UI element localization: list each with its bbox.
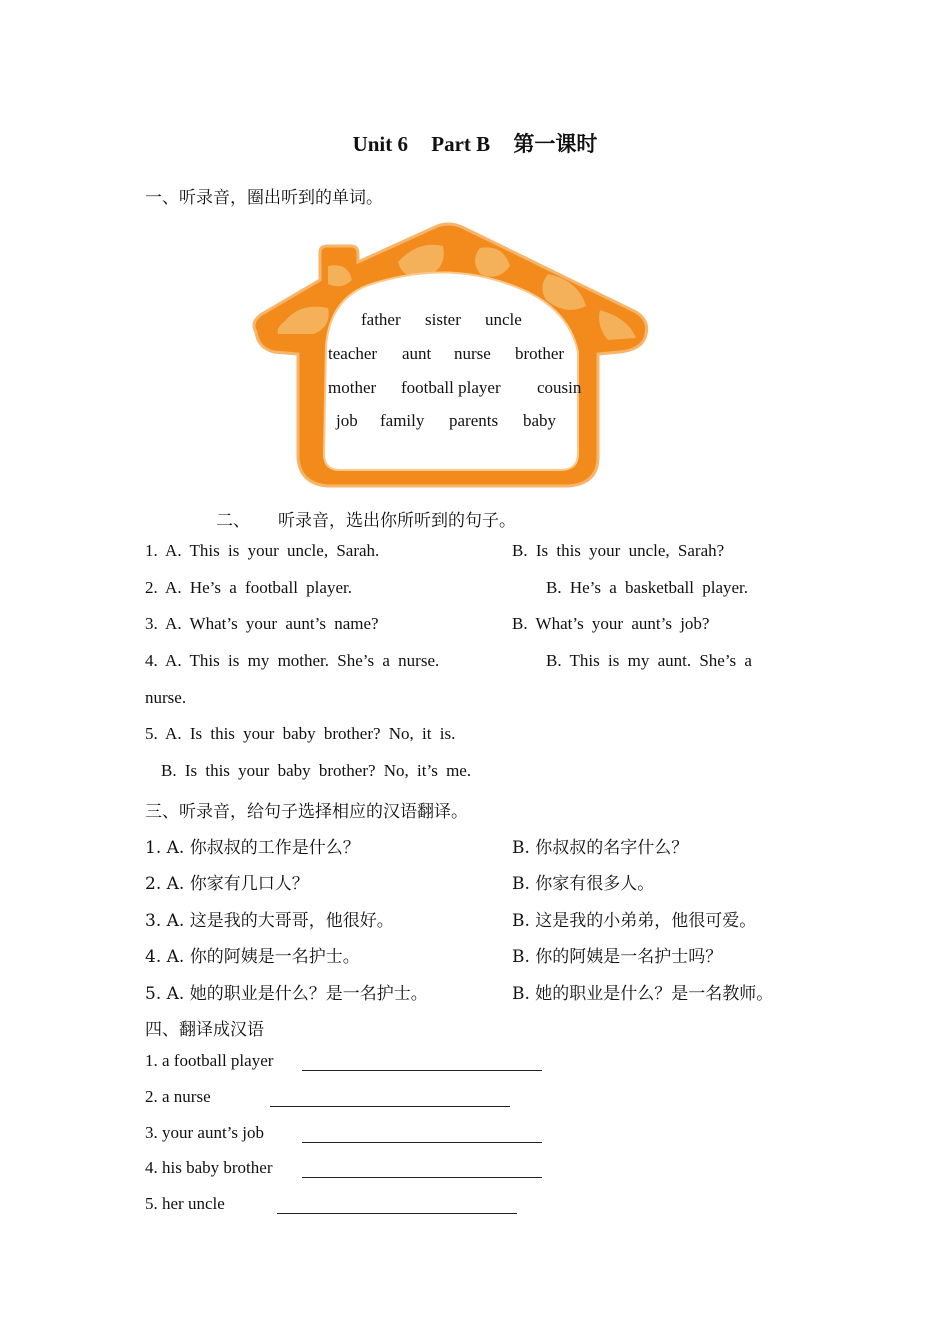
s3-item3-b: B. 这是我的小弟弟，他很可爱。 xyxy=(512,911,757,931)
word-parents: parents xyxy=(449,411,499,430)
s3-item3-a: 3. A. 这是我的大哥哥，他很好。 xyxy=(145,911,394,931)
q5-option-b: B. Is this your baby brother? No, it’s me. xyxy=(161,761,472,780)
s3-item1-b: B. 你叔叔的名字什么？ xyxy=(512,838,689,858)
word-teacher: teacher xyxy=(328,344,378,363)
answer-blank-4[interactable] xyxy=(302,1163,542,1178)
answer-blank-3[interactable] xyxy=(302,1128,542,1143)
section3-heading: 三、听录音，给句子选择相应的汉语翻译。 xyxy=(145,802,468,822)
house-illustration xyxy=(248,222,658,492)
answer-blank-2[interactable] xyxy=(270,1092,510,1107)
word-sister: sister xyxy=(425,310,461,329)
word-mother: mother xyxy=(328,378,377,397)
s3-item4-b: B. 你的阿姨是一名护士吗？ xyxy=(512,947,723,967)
s4-item2: 2. a nurse xyxy=(145,1087,211,1106)
section2-heading-num: 二、 xyxy=(216,511,250,531)
word-house xyxy=(248,222,658,492)
s4-item1: 1. a football player xyxy=(145,1051,274,1070)
word-brother: brother xyxy=(515,344,565,363)
s3-item2-a: 2. A. 你家有几口人？ xyxy=(145,874,309,894)
page-title xyxy=(0,128,950,158)
part-label: Part B xyxy=(431,132,491,156)
q4-option-b: B. This is my aunt. She’s a xyxy=(546,651,752,670)
s3-item1-a: 1. A. 你叔叔的工作是什么？ xyxy=(145,838,360,858)
word-nurse: nurse xyxy=(454,344,491,363)
house-inner xyxy=(324,272,578,470)
q3-option-a: 3. A. What’s your aunt’s name? xyxy=(145,614,379,633)
word-family: family xyxy=(380,411,425,430)
answer-blank-1[interactable] xyxy=(302,1056,542,1071)
q3-option-b: B. What’s your aunt’s job? xyxy=(512,614,710,633)
unit-label: Unit 6 xyxy=(352,132,409,156)
answer-blank-5[interactable] xyxy=(277,1199,517,1214)
s4-item4: 4. his baby brother xyxy=(145,1158,273,1177)
word-father: father xyxy=(361,310,401,329)
word-baby: baby xyxy=(523,411,557,430)
word-job: job xyxy=(336,411,358,430)
section4-heading: 四、翻译成汉语 xyxy=(145,1020,264,1040)
q1-option-b: B. Is this your uncle, Sarah? xyxy=(512,541,725,560)
s4-item3: 3. your aunt’s job xyxy=(145,1123,264,1142)
q4-option-b-continued: nurse. xyxy=(145,688,187,707)
q5-option-a: 5. A. Is this your baby brother? No, it is. xyxy=(145,724,456,743)
word-football-player: football player xyxy=(401,378,501,397)
q2-option-b: B. He’s a basketball player. xyxy=(546,578,749,597)
s3-item2-b: B. 你家有很多人。 xyxy=(512,874,655,894)
word-aunt: aunt xyxy=(402,344,432,363)
section2-heading: 听录音，选出你所听到的句子。 xyxy=(278,511,516,531)
q2-option-a: 2. A. He’s a football player. xyxy=(145,578,352,597)
word-uncle: uncle xyxy=(485,310,522,329)
word-cousin: cousin xyxy=(537,378,582,397)
s3-item5-b: B. 她的职业是什么？是一名教师。 xyxy=(512,984,774,1004)
q1-option-a: 1. A. This is your uncle, Sarah. xyxy=(145,541,380,560)
q4-option-a: 4. A. This is my mother. She’s a nurse. xyxy=(145,651,440,670)
s4-item5: 5. her uncle xyxy=(145,1194,225,1213)
s3-item5-a: 5. A. 她的职业是什么？是一名护士。 xyxy=(145,984,428,1004)
s3-item4-a: 4. A. 你的阿姨是一名护士。 xyxy=(145,947,360,967)
section1-heading: 一、听录音，圈出听到的单词。 xyxy=(145,188,383,208)
lesson-label: 第一课时 xyxy=(513,132,598,156)
